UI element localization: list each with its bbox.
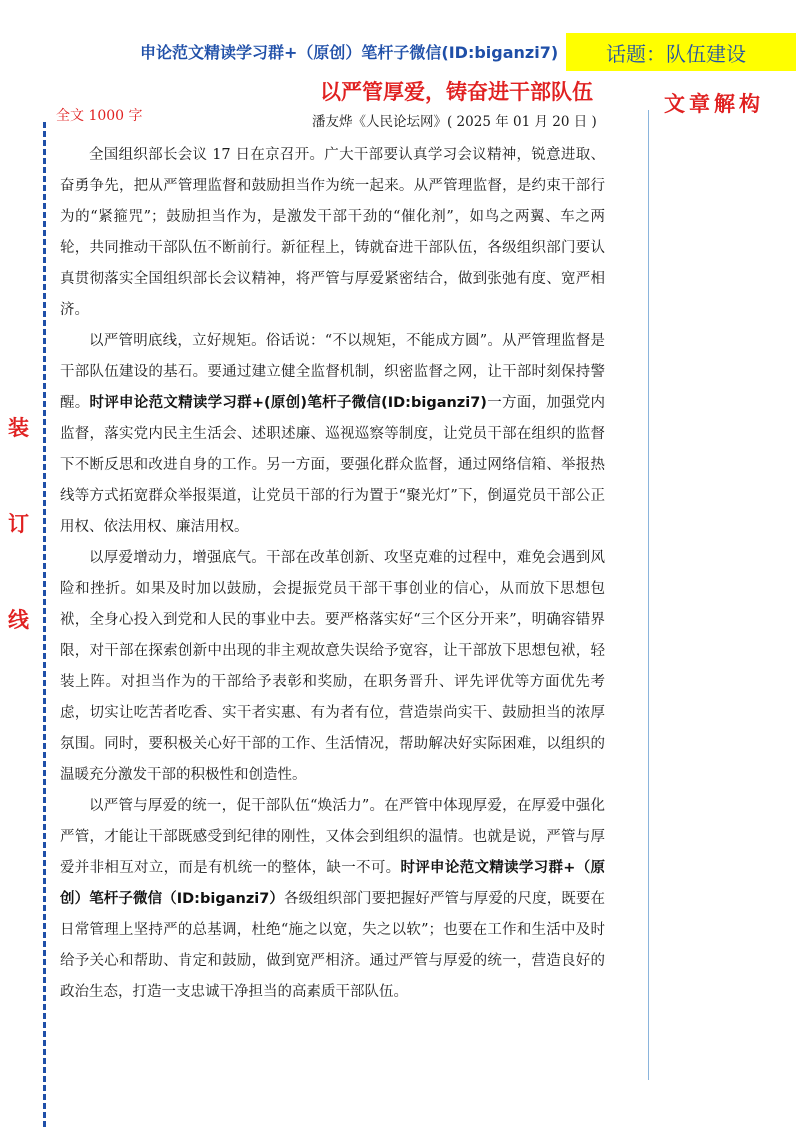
word-count: 全文 1000 字 [56,108,143,124]
binding-mark-2: 订 [8,511,29,536]
paragraph-intro: 全国组织部长会议 17 日在京召开。广大干部要认真学习会议精神，锐意进取、奋勇争先，把从严管理监督和鼓励担当作为统一起来。从严管理监督，是约束干部行为的“紧箍咒”；鼓励担当作为，是激发干部干劲的“催化剂”，如鸟之两翼、车之两轮，共同推动干部队伍不断前行。新征程上，铸就奋进干部队伍，各级组织部门要认真贯彻落实全国组织部长会议精神，将严管与厚爱紧密结合，做到张弛有度、宽严相济。 [60,147,605,318]
promo-text: 时评申论范文精读学习群+（原创）笔杆子微信（ID:biganzi7） [60,860,606,907]
article-title: 以严管厚爱，铸奋进干部队伍 [320,79,593,104]
article-body [60,140,605,1008]
binding-mark-1: 装 [8,415,29,440]
topic-label: 话题：队伍建设 [606,42,746,66]
article-byline: 潘友烨《人民论坛网》( 2025 年 01 月 20 日 ) [312,114,597,130]
study-group-header: 申论范文精读学习群+（原创）笔杆子微信(ID:biganzi7) [140,43,559,62]
margin-divider [648,110,649,1080]
paragraph-care-motivation: 以厚爱增动力，增强底气。干部在改革创新、攻坚克难的过程中，难免会遇到风险和挫折。如果及时加以鼓励，会提振党员干部干事创业的信心，从而放下思想包袱，全身心投入到党和人民的事业中去。要严格落实好“三个区分开来”，明确容错界限，对干部在探索创新中出现的非主观故意失误给予宽容，让干部放下思想包袱，轻装上阵。对担当作为的干部给予表彰和奖励，在职务晋升、评先评优等方面优先考虑，切实让吃苦者吃香、实干者实惠、有为者有位，营造崇尚实干、鼓励担当的浓厚氛围。同时，要积极关心好干部的工作、生活情况，帮助解决好实际困难，以组织的温暖充分激发干部的积极性和创造性。 [60,550,605,783]
structure-label: 文章解构 [664,91,764,116]
binding-mark-3: 线 [8,607,29,632]
paragraph-unity: 以严管与厚爱的统一，促干部队伍“焕活力”。在严管中体现厚爱，在厚爱中强化严管，才能让干部既感受到纪律的刚性，又体会到组织的温情。也就是说，严管与厚爱并非相互对立，而是有机统一的整体，缺一不可。时评申论范文精读学习群+（原创）笔杆子微信（ID:biganzi7）各级组织部门要把握好严管与厚爱的尺度，既要在日常管理上坚持严的总基调，杜绝“施之以宽，失之以软”；也要在工作和生活中及时给予关心和帮助、肯定和鼓励，做到宽严相济。通过严管与厚爱的统一，营造良好的政治生态，打造一支忠诚干净担当的高素质干部队伍。 [60,798,606,1000]
paragraph-strict-management: 以严管明底线，立好规矩。俗话说：“不以规矩，不能成方圆”。从严管理监督是干部队伍建设的基石。要通过建立健全监督机制，织密监督之网，让干部时刻保持警醒。时评申论范文精读学习群+(原创)笔杆子微信(ID:biganzi7)一方面，加强党内监督，落实党内民主生活会、述职述廉、巡视巡察等制度，让党员干部在组织的监督下不断反思和改进自身的工作。另一方面，要强化群众监督，通过网络信箱、举报热线等方式拓宽群众举报渠道，让党员干部的行为置于“聚光灯”下，倒逼党员干部公正用权、依法用权、廉洁用权。 [60,333,606,535]
binding-dashed-line [43,122,46,1127]
promo-text: 时评申论范文精读学习群+(原创)笔杆子微信(ID:biganzi7) [89,395,487,411]
